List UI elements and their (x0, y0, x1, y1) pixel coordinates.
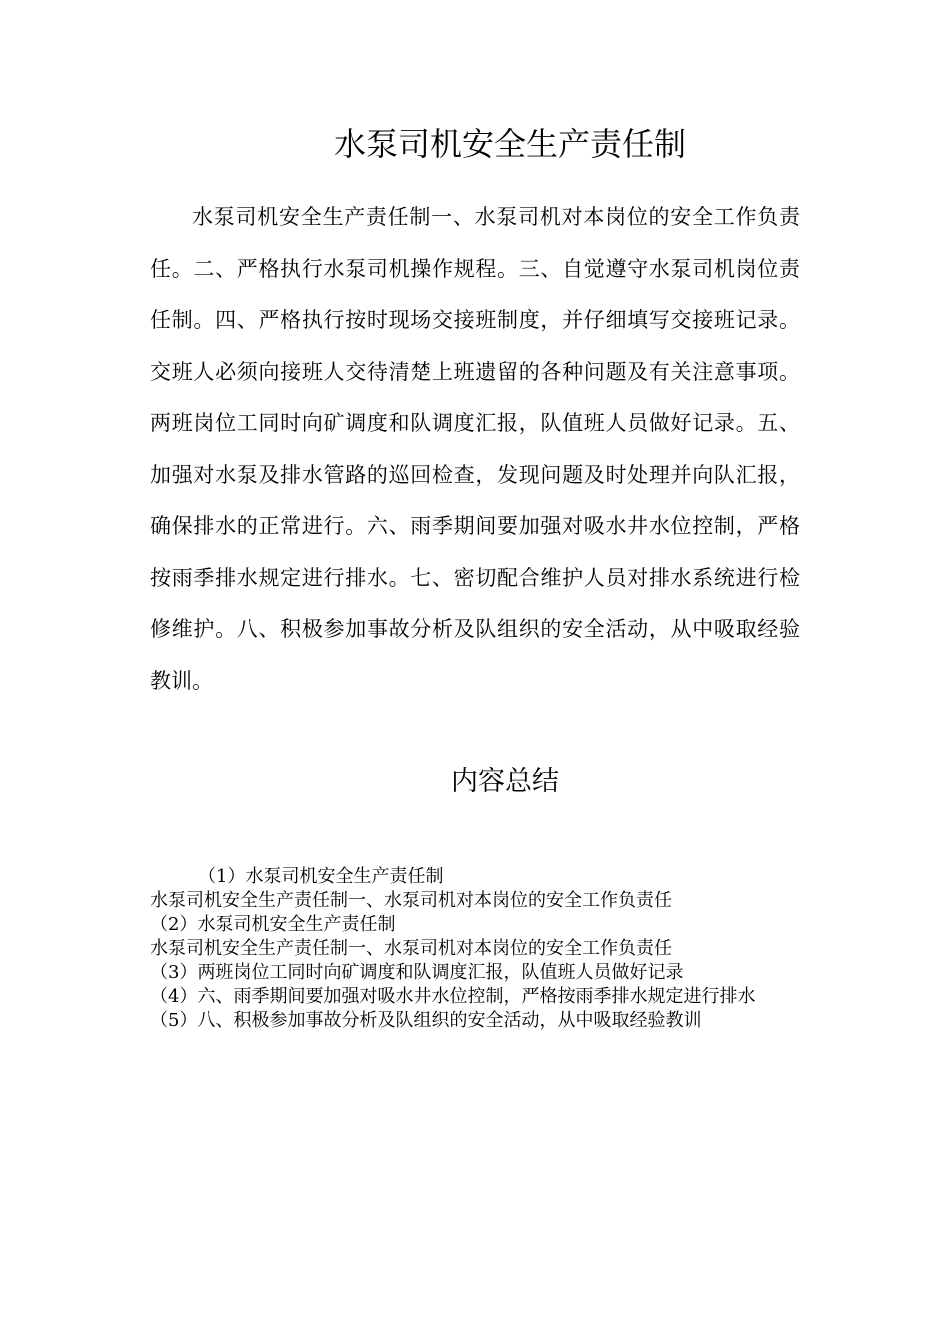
summary-line: 水泵司机安全生产责任制一、水泵司机对本岗位的安全工作负责任 (150, 890, 672, 911)
summary-line: （2）水泵司机安全生产责任制 (150, 914, 396, 935)
summary-list (150, 865, 790, 1033)
summary-line: 水泵司机安全生产责任制一、水泵司机对本岗位的安全工作负责任 (150, 938, 672, 959)
summary-line: （5）八、积极参加事故分析及队组织的安全活动，从中吸取经验教训 (150, 1010, 702, 1031)
document-title: 水泵司机安全生产责任制 (333, 125, 686, 163)
summary-line: （4）六、雨季期间要加强对吸水井水位控制，严格按雨季排水规定进行排水 (150, 986, 756, 1007)
summary-line: （1）水泵司机安全生产责任制 (198, 866, 444, 887)
document-body: 水泵司机安全生产责任制一、水泵司机对本岗位的安全工作负责任。二、严格执行水泵司机操作规程。三、自觉遵守水泵司机岗位责任制。四、严格执行按时现场交接班制度，并仔细填写交接班记录。交班人必须向接班人交待清楚上班遗留的各种问题及有关注意事项。两班岗位工同时向矿调度和队调度汇报，队值班人员做好记录。五、加强对水泵及排水管路的巡回检查，发现问题及时处理并向队汇报，确保排水的正常进行。六、雨季期间要加强对吸水井水位控制，严格按雨季排水规定进行排水。七、密切配合维护人员对排水系统进行检修维护。八、积极参加事故分析及队组织的安全活动，从中吸取经验教训。 (150, 205, 800, 693)
summary-title: 内容总结 (451, 766, 559, 797)
summary-line: （3）两班岗位工同时向矿调度和队调度汇报，队值班人员做好记录 (150, 962, 684, 983)
